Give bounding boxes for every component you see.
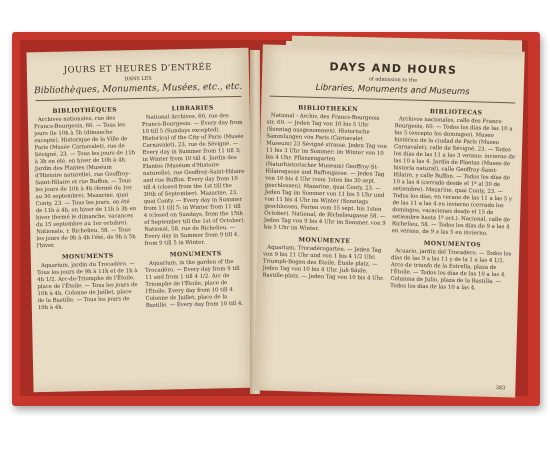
right-page-main-title: Libraries, Monuments and Museums: [315, 82, 470, 98]
right-page-subtitle: of admission to the: [368, 76, 418, 84]
left-page-main-title: Bibliothèques, Monuments, Musées, etc., etc.: [34, 81, 243, 97]
section-text: Aquarium, in the garden of the Trocadéro. — Every day from 9 till 11 and from 1 till 4 1/2. Arc de Triomphe de l'Étoile, place de l'Étoile. Every day from 10 till 4. Colonne de Juillet, place de la Bastille. — Every day from 10 till 4.: [145, 259, 244, 309]
right-page-columns: [256, 99, 523, 295]
page-number: 383: [495, 385, 506, 392]
section-heading: BIBLIOTECAS: [429, 108, 483, 117]
left-column-english: [142, 100, 248, 312]
section-text: Aquarium, Trocadérogarten. — Jeden Tag von 9 bis 11 Uhr und von 1 bis 4 1/2 Uhr. Triumph-Bogen des Etoile, Étoile platz. — Jeden Tag von 10 bis 4 Uhr. Juli-Säule, Bastille-platz. — Jeden Tag von 10 bis 4 Uhr.: [262, 244, 384, 282]
left-page: [26, 48, 255, 393]
section-heading: MONUMENTS: [61, 252, 114, 261]
section-heading: BIBLIOTHÈQUES: [52, 106, 117, 115]
section-heading: MONUMENTS: [169, 250, 222, 259]
section-text: Aquarium, jardin du Trocadéro. — Tous les jours de 9h à 11h et de 1h à 4h 1/2. Arc-de-Triomphe de l'Étoile, place de l'Étoile. — Tous les jours de 10h à 4h. Colonne de Juillet, place de la Bastille. — Tous les jours de 10h à 4h.: [37, 261, 138, 312]
section-heading: LIBRARIES: [171, 104, 214, 113]
section-text: Acuario, jardín del Trocadero. — Todos los días de las 9 a las 11 y de la 1 a las 4 1/2. Arco de triunfo de la Estrella, plaza de l'Étoile. — Todos los días de las 10 a las 4. Columna de Julio, plaza de la Bastilla. — Todos los días de las 10 a las 4.: [390, 248, 512, 292]
left-page-columns: [28, 100, 254, 315]
section-text: National - Archiv, des Francs-Bourgeois str. 60. — Jeden Tag von 10 bis 5 Uhr (Sonntag ausgenommen). Historische Sammlungen von Paris (Carnavalet Museum) 23 Sévigné strasse. Jeden Tag von 11 bis 3 Uhr im Sommer; im Winter von 10 bis 4 Uhr. Pflanzengarten (Naturhistorischer Museum) Geoffroy-St-Hilairegasse und Buffongasse. — Jeden Tag von 10 bis 4 Uhr (vom 1sten bis 30 sept. geschlossen). Mazarine, quai Conty, 23. — Jeden Tag im Sommer von 11 bis 5 Uhr und von 11 bis 4 Uhr im Winter (Sonntags geschlossen, Ferien vom 15 sept. bis 1sten October). National, de Richelieugasse 58. — Jeden Tag von 9 bis 4 Uhr im Sommer, von 9 bis 5 Uhr im Winter.: [263, 112, 387, 233]
right-column-spanish: [390, 103, 517, 295]
left-page-subtitle: DANS LES: [124, 75, 152, 83]
section-text: Archivos nacionales, calle des Francs-Bourgeois, 60. — Todos los días de las 10 a las 5 (excepto los domingos). Museo histórico de la ciudad de París (Museo Carnavalet), calle de Sévigné, 23. — Todos los días de las 11 a las 3 verano; invierno de las 10 a las 4. Jardín de Plantas (Museo de historia natural), calle Geoffroy-Saint-Hilaire, y calle Buffon. — Todos los días de 10 a las 4 (cerrado desde el 1º al 30 de setiembre). Mazarine, quai Conty, 23. — Todos los días, en verano de las 11 a las 5 y de las 11 a las 4 en invierno (cerrado los domingos, vacaciones desde el 15 de setiembre hasta 1º oct.). Nacional, calle de Richelieu, 58. — Todos los días de 9 a las 4 en verano, de 9 a las 5 en invierno.: [391, 116, 516, 237]
right-column-german: [262, 100, 389, 292]
section-text: Archives nationales, rue des Francs-Bourgeois, 60. — Tous les jours (le 10h à 5h (dimanche excepté). Historique de la Ville de Paris (Musée Carnavalet), rue de Sévigné, 23. — Tous les jours de 11h à 3h en été, en hiver de 10h à 4h. Jardin des Plantes (Muséum d'Histoire naturelle), rue Geoffroy-Saint-Hilaire et rue Buffon. — Tous les jours de 10h à 4h (fermé du 1er au 30 septembre). Mazarine, quai Conty, 23. — Tous les jours, en été de 11h à 4h, en hiver de 11h à 3h en hiver (fermé le dimanche, vacances du 15 septembre au 1er octobre). Nationale, r. Richelieu, 58. — Tous les jours de 9h à 4h l'été, de 9h à 5h l'hiver.: [33, 115, 137, 250]
left-page-title: JOURS ET HEURES D'ENTRÉE: [63, 62, 213, 76]
section-heading: MONUMENTE: [298, 236, 351, 245]
right-page-title: DAYS AND HOURS: [329, 60, 458, 77]
right-page: [253, 44, 525, 397]
section-heading: BIBLIOTHEKEN: [298, 104, 359, 114]
left-column-french: [34, 102, 140, 314]
section-heading: MONUMENTOS: [423, 239, 482, 249]
section-text: National Archives, 60, rue des Francs-Bourgeois. — Every day from 10 till 5 (Sundays excepted). Historical of the City of Paris (Musée Carnavalet), 23, rue de Sévigné. — Every day in Summer from 11 till 3; in Winter from 10 till 4. Jardin des Plantes (Muséum d'Histoire naturelle), rue Geoffroy-Saint-Hilaire and rue Buffon. Every day from 10 till 4 (closed from the 1st till the 30th of September). Mazarine, 23, quai Conty. — Every day in Summer from 11 till 5; in Winter from 11 till 4 (closed on Sundays, from the 15th of September till the 1st of October). National, 58, rue de Richelieu. — Every day in Summer from 9 till 4, from 9 till 5 in Winter.: [141, 113, 246, 247]
